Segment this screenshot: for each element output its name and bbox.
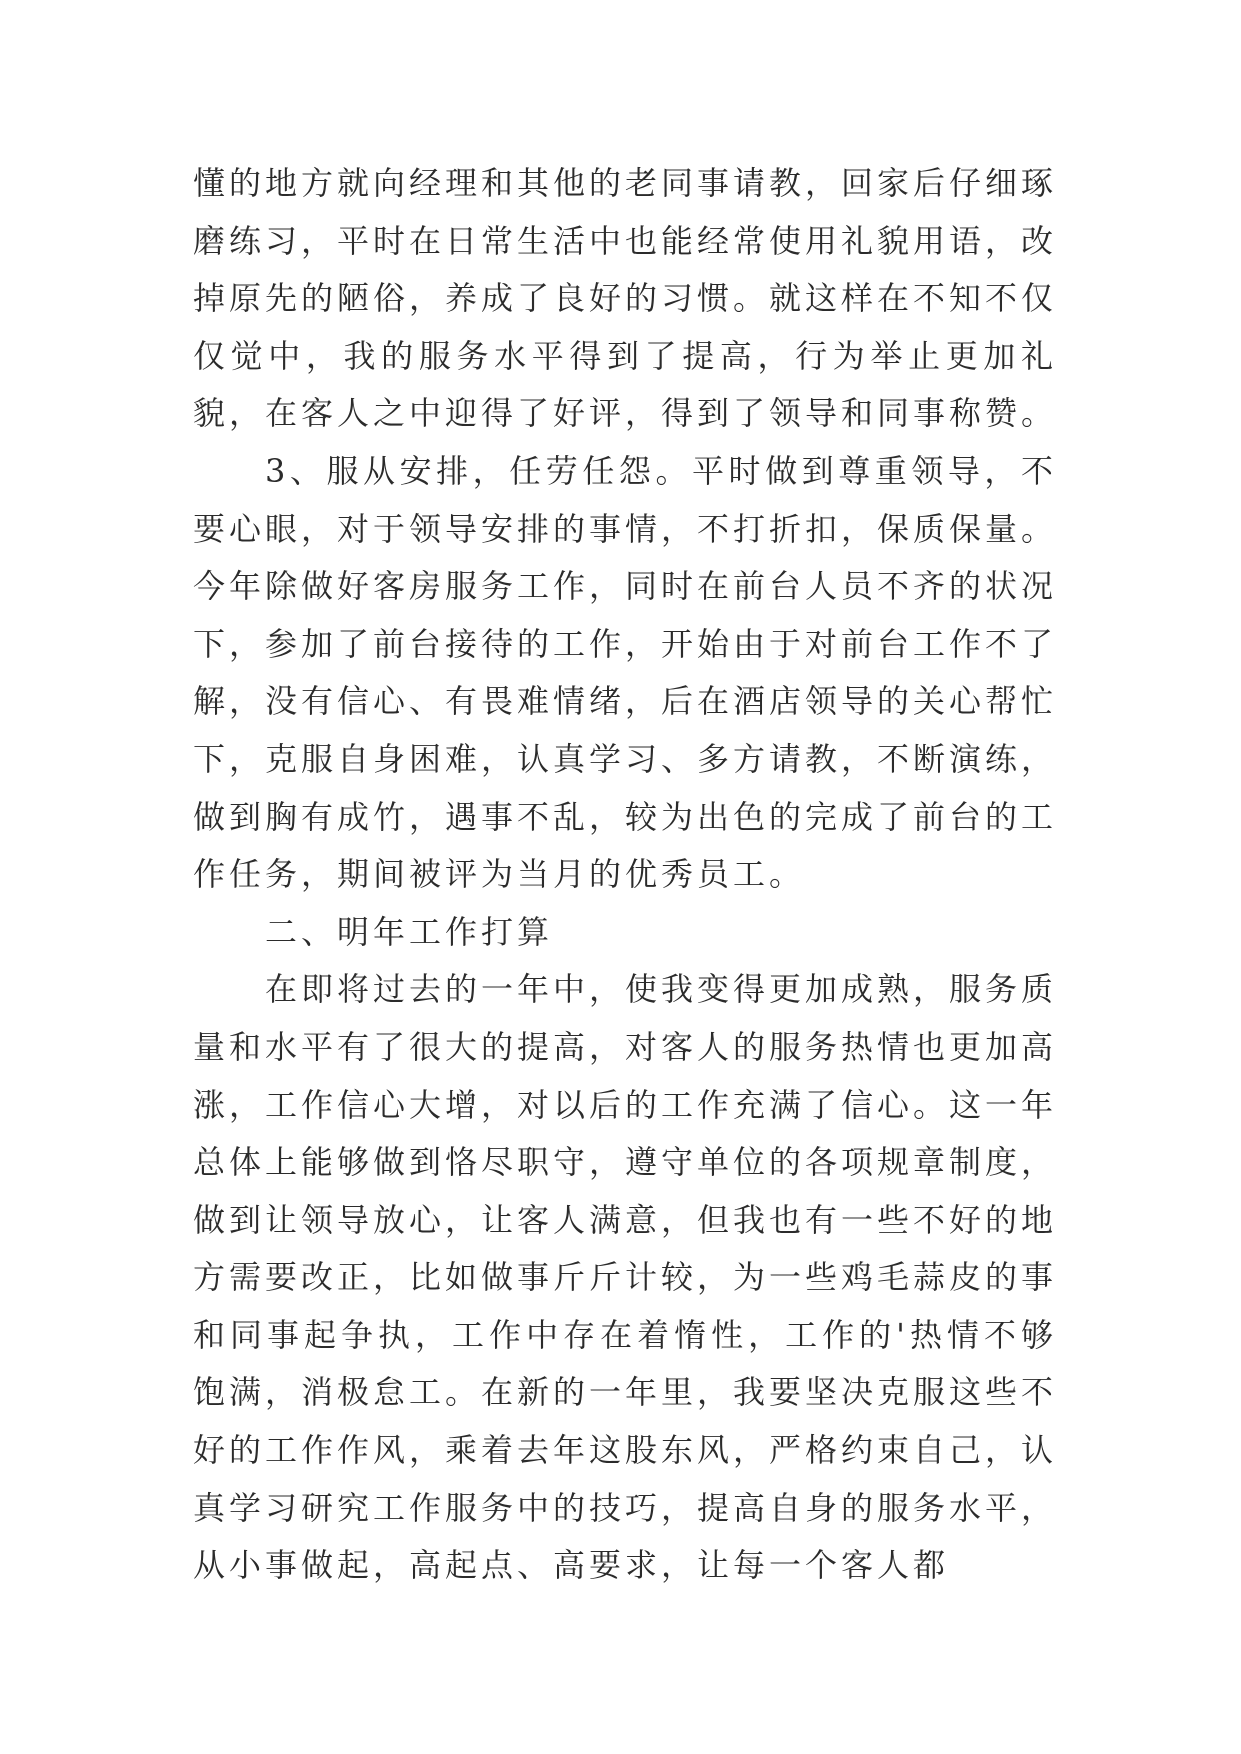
- paragraph-item-3: 3、服从安排，任劳任怨。平时做到尊重领导，不要心眼，对于领导安排的事情，不打折扣，保质保量。今年除做好客房服务工作，同时在前台人员不齐的状况下，参加了前台接待的工作，开始由于对前台工作不了解，没有信心、有畏难情绪，后在酒店领导的关心帮忙下，克服自身困难，认真学习、多方请教，不断演练，做到胸有成竹，遇事不乱，较为出色的完成了前台的工作任务，期间被评为当月的优秀员工。: [193, 451, 1058, 894]
- section-heading: 二、明年工作打算: [265, 912, 554, 951]
- paragraph-next-year-plan: 在即将过去的一年中，使我变得更加成熟，服务质量和水平有了很大的提高，对客人的服务热情也更加高涨，工作信心大增，对以后的工作充满了信心。这一年总体上能够做到恪尽职守，遵守单位的各项规章制度，做到让领导放心，让客人满意，但我也有一些不好的地方需要改正，比如做事斤斤计较，为一些鸡毛蒜皮的事和同事起争执，工作中存在着惰性，工作的'热情不够饱满，消极怠工。在新的一年里，我要坚决克服这些不好的工作作风，乘着去年这股东风，严格约束自己，认真学习研究工作服务中的技巧，提高自身的服务水平，从小事做起，高起点、高要求，让每一个客人都: [193, 970, 1058, 1585]
- paragraph-continuation: 懂的地方就向经理和其他的老同事请教，回家后仔细琢磨练习，平时在日常生活中也能经常使用礼貌用语，改掉原先的陋俗，养成了良好的习惯。就这样在不知不仅仅觉中，我的服务水平得到了提高，行为举止更加礼貌，在客人之中迎得了好评，得到了领导和同事称赞。: [193, 164, 1058, 433]
- document-body: [193, 155, 1057, 1595]
